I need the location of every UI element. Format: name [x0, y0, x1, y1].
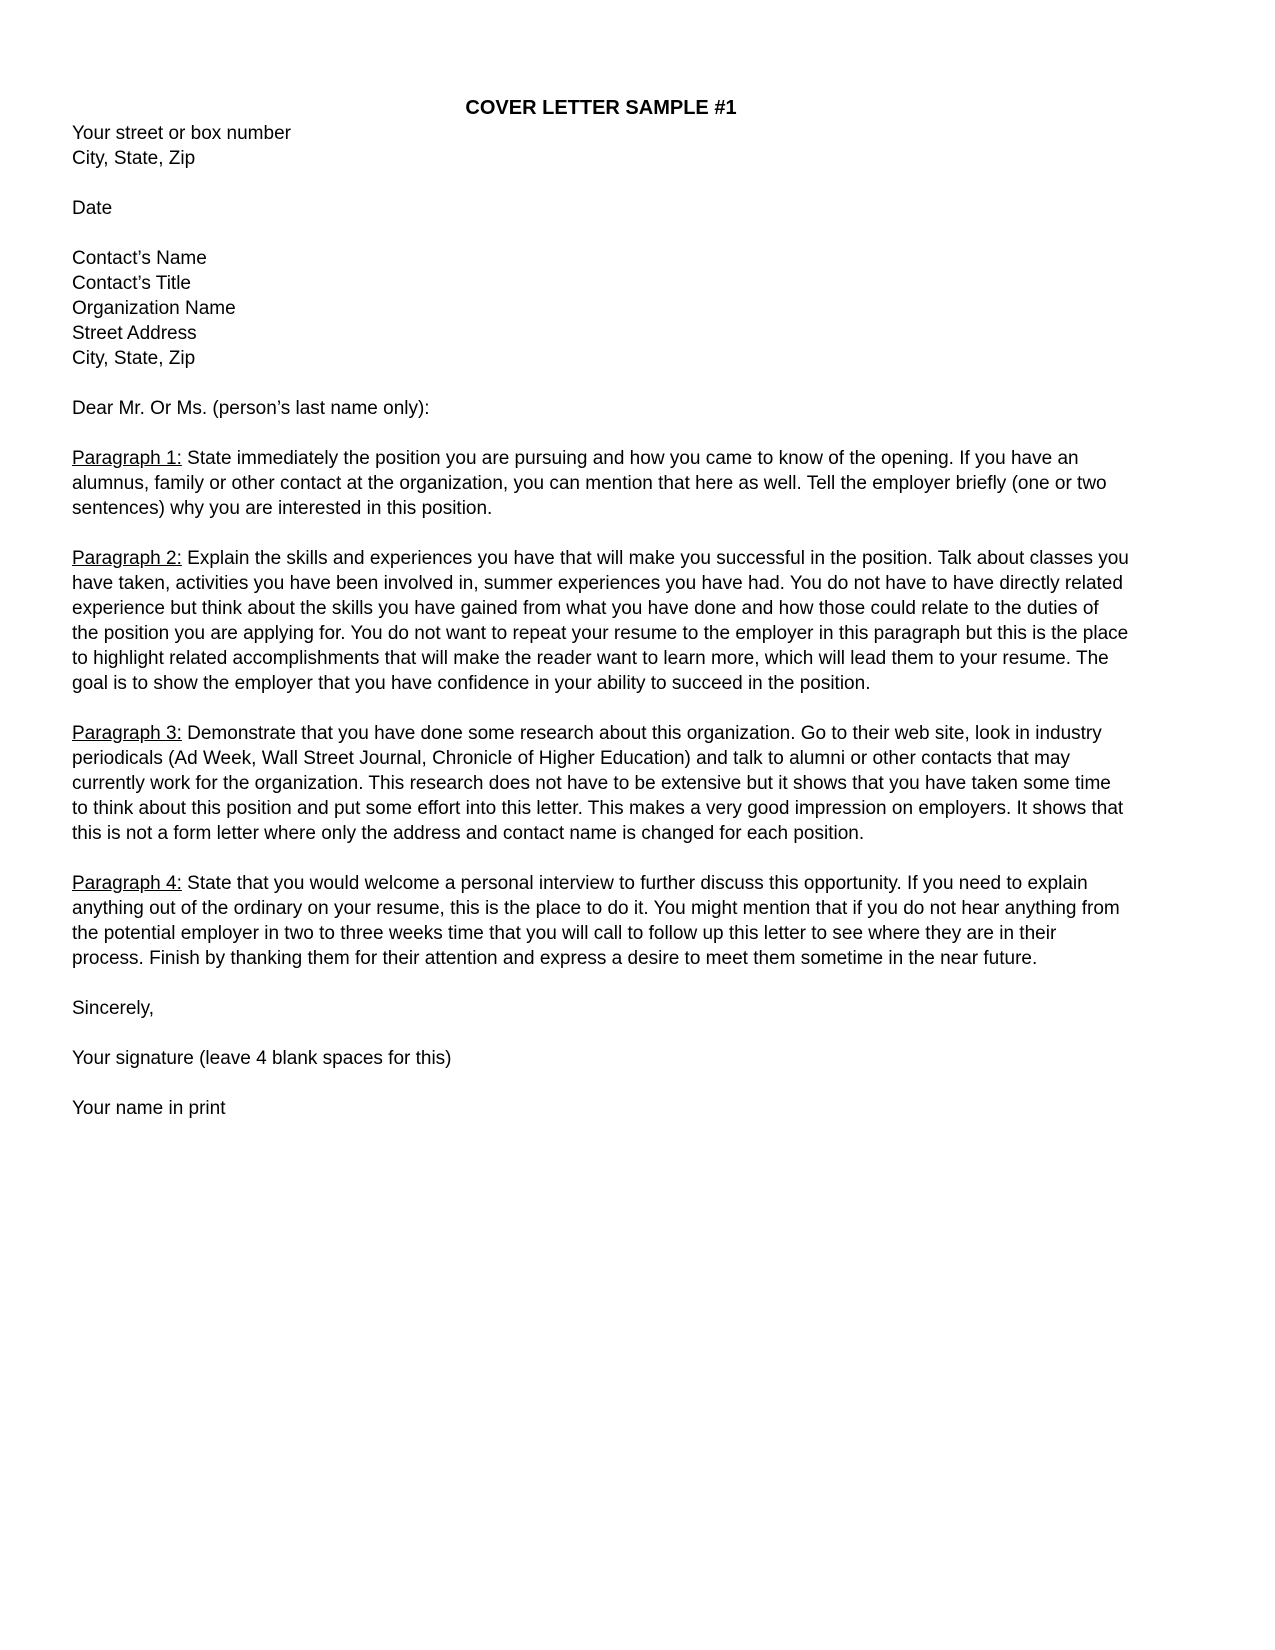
- sender-city-state-zip-line: City, State, Zip: [72, 148, 196, 169]
- paragraph-2: [72, 546, 1130, 696]
- paragraph-4: [72, 871, 1130, 971]
- paragraph-4-text: State that you would welcome a personal interview to further discuss this opportunity. If you need to explain anything out of the ordinary on your resume, this is the place to do it. You might mention that if you do not hear anything from the potential employer in two to three weeks time that you will call to follow up this letter to see where they are in their process. Finish by thanking them for their attention and express a desire to meet them sometime in the near future.: [72, 873, 1120, 969]
- recipient-street-line: Street Address: [72, 323, 197, 344]
- salutation: Dear Mr. Or Ms. (person’s last name only):: [72, 398, 430, 419]
- paragraph-3: [72, 721, 1130, 846]
- closing: Sincerely,: [72, 998, 155, 1019]
- recipient-organization-line: Organization Name: [72, 298, 236, 319]
- printed-name-line: Your name in print: [72, 1098, 226, 1119]
- letter-title: COVER LETTER SAMPLE #1: [465, 97, 737, 119]
- paragraph-4-label: Paragraph 4:: [72, 873, 182, 894]
- recipient-title-line: Contact’s Title: [72, 273, 191, 294]
- recipient-address-block: [72, 246, 1130, 371]
- signature-placeholder-line: Your signature (leave 4 blank spaces for this): [72, 1048, 452, 1069]
- paragraph-1-label: Paragraph 1:: [72, 448, 182, 469]
- paragraph-2-text: Explain the skills and experiences you have that will make you successful in the position. Talk about classes you have taken, activities you have been involved in, summer experiences you have had. You do not have to have directly related experience but think about the skills you have gained from what you have done and how those could relate to the duties of the position you are applying for. You do not want to repeat your resume to the employer in this paragraph but this is the place to highlight related accomplishments that will make the reader want to learn more, which will lead them to your resume. The goal is to show the employer that you have confidence in your ability to succeed in the position.: [72, 548, 1129, 694]
- paragraph-1-text: State immediately the position you are pursuing and how you came to know of the opening. If you have an alumnus, family or other contact at the organization, you can mention that here as well. Tell the employer briefly (one or two sentences) why you are interested in this position.: [72, 448, 1107, 519]
- recipient-city-state-zip-line: City, State, Zip: [72, 348, 196, 369]
- paragraph-3-text: Demonstrate that you have done some research about this organization. Go to their web site, look in industry periodicals (Ad Week, Wall Street Journal, Chronicle of Higher Education) and talk to alumni or other contacts that may currently work for the organization. This research does not have to be extensive but it shows that you have taken some time to think about this position and put some effort into this letter. This makes a very good impression on employers. It shows that this is not a form letter where only the address and contact name is changed for each position.: [72, 723, 1124, 844]
- paragraph-2-label: Paragraph 2:: [72, 548, 182, 569]
- paragraph-3-label: Paragraph 3:: [72, 723, 182, 744]
- recipient-name-line: Contact’s Name: [72, 248, 207, 269]
- date-line: Date: [72, 198, 113, 219]
- paragraph-1: [72, 446, 1130, 521]
- sender-address-block: [72, 121, 1130, 171]
- sender-street-line: Your street or box number: [72, 123, 291, 144]
